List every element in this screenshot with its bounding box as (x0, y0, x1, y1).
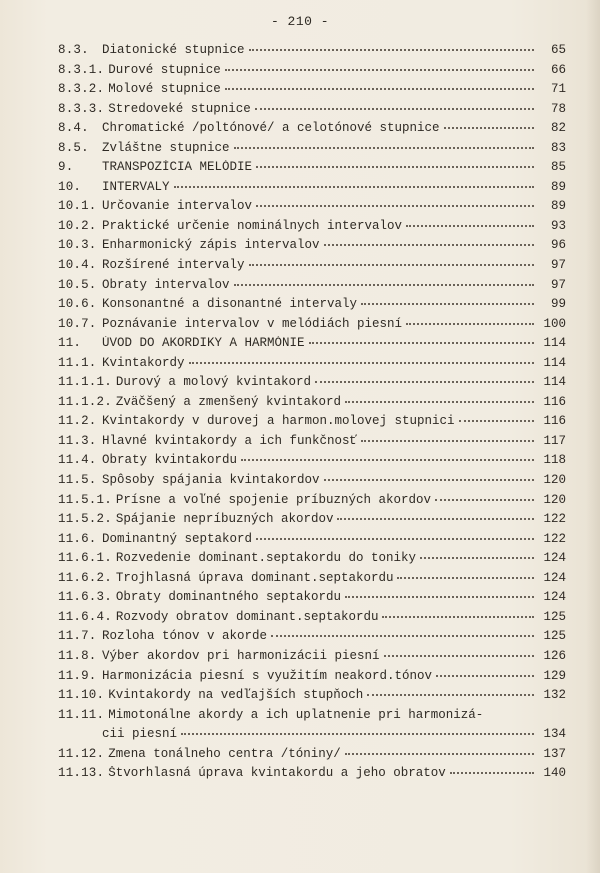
toc-entry-page: 118 (543, 453, 566, 468)
toc-entry (58, 141, 566, 161)
toc-entry (58, 414, 566, 434)
toc-entry (58, 238, 566, 258)
toc-entry (58, 160, 566, 180)
dot-leader (435, 499, 534, 501)
toc-entry (58, 43, 566, 63)
toc-entry-page: 116 (543, 414, 566, 429)
dot-leader (181, 733, 534, 735)
toc-entry (58, 82, 566, 102)
toc-entry-title: ÚVOD DO AKORDIKY A HARMÓNIE (102, 336, 305, 351)
toc-entry-title: Výber akordov pri harmonizácii piesní (102, 648, 380, 663)
toc-entry-number: 11. (58, 336, 82, 351)
toc-entry-page: 132 (543, 688, 566, 703)
dot-leader (255, 108, 534, 110)
toc-entry-page: 122 (543, 512, 566, 527)
toc-entry (58, 512, 566, 532)
dot-leader (225, 69, 534, 71)
dot-leader (382, 616, 534, 618)
toc-entry-page: 65 (550, 43, 566, 57)
toc-entry (58, 297, 566, 317)
dot-leader (256, 205, 534, 207)
toc-entry-title: Durový a molový kvintakord (115, 375, 311, 390)
toc-entry (58, 434, 566, 454)
toc-entry-title: INTERVALY (102, 179, 170, 194)
dot-leader (420, 557, 534, 559)
toc-entry (58, 532, 566, 552)
dot-leader (361, 440, 534, 442)
dot-leader (345, 753, 534, 755)
dot-leader (345, 596, 534, 598)
dot-leader (436, 675, 534, 677)
toc-entry-page: 122 (543, 531, 566, 546)
toc-entry (58, 375, 566, 395)
toc-entry (58, 180, 566, 200)
toc-entry-title: Poznávanie intervalov v melódiách piesní (102, 316, 403, 331)
toc-entry-page: 125 (543, 629, 566, 644)
toc-entry-title: Prísne a voľné spojenie príbuzných akordov (115, 492, 431, 507)
dot-leader (459, 420, 534, 422)
toc-entry-number: 10. (58, 179, 82, 194)
dot-leader (397, 577, 534, 579)
dot-leader (234, 284, 534, 286)
dot-leader (345, 401, 534, 403)
dot-leader (367, 694, 534, 696)
toc-entry-title: Rozloha tónov v akorde (102, 629, 268, 644)
toc-entry-number: 10.4. (58, 258, 97, 273)
toc-entry-number: 11.3. (58, 433, 97, 448)
toc-entry (58, 356, 566, 376)
toc-entry (58, 629, 566, 649)
toc-entry-number: 11.1.2. (58, 394, 112, 409)
toc-entry (58, 453, 566, 473)
toc-entry-title: Obraty intervalov (102, 277, 230, 292)
toc-entry-title: Kvintakordy na vedľajších stupňoch (108, 688, 364, 703)
toc-entry (58, 258, 566, 278)
toc-entry-title: Obraty kvintakordu (102, 453, 238, 468)
toc-entry-number: 11.13. (58, 766, 105, 781)
toc-entry-page: 140 (543, 766, 566, 781)
toc-entry-title: Stredoveké stupnice (108, 101, 251, 116)
toc-entry-page: 120 (543, 473, 566, 488)
toc-entry-number: 11.5.2. (58, 512, 112, 527)
toc-entry-number: 8.5. (58, 140, 89, 155)
dot-leader (315, 381, 534, 383)
table-of-contents (58, 43, 566, 786)
toc-entry (58, 278, 566, 298)
toc-entry-number: 11.12. (58, 746, 105, 761)
toc-entry-number: 11.7. (58, 629, 97, 644)
toc-entry-number: 9. (58, 160, 74, 175)
toc-entry (58, 649, 566, 669)
dot-leader (256, 538, 534, 540)
toc-entry-page: 97 (550, 258, 566, 273)
toc-entry-title: Praktické určenie nominálnych intervalov (102, 218, 403, 233)
dot-leader (324, 244, 534, 246)
dot-leader (384, 655, 534, 657)
toc-entry-title: Určovanie intervalov (102, 199, 253, 214)
toc-entry-title: Spájanie nepríbuzných akordov (115, 512, 334, 527)
toc-entry-page: 116 (543, 394, 566, 409)
dot-leader (361, 303, 534, 305)
toc-entry-number: 11.6.2. (58, 570, 112, 585)
toc-entry (58, 551, 566, 571)
toc-entry-title: Mimotonálne akordy a ich uplatnenie pri harmonizá- (108, 707, 484, 722)
toc-entry (58, 708, 566, 728)
dot-leader (234, 147, 534, 149)
toc-entry-page: 125 (543, 609, 566, 624)
dot-leader (406, 323, 534, 325)
toc-entry-number: 8.3. (58, 43, 89, 57)
toc-entry-number: 8.3.1. (58, 62, 105, 77)
toc-entry (58, 669, 566, 689)
toc-entry-page: 124 (543, 551, 566, 566)
toc-entry-number: 8.4. (58, 121, 89, 136)
toc-entry-number: 10.3. (58, 238, 97, 253)
toc-entry-page: 78 (550, 101, 566, 116)
dot-leader (225, 88, 534, 90)
toc-entry-page: 99 (550, 297, 566, 312)
toc-entry-page: 85 (550, 160, 566, 175)
toc-entry-title: Štvorhlasná úprava kvintakordu a jeho obratov (108, 766, 446, 781)
toc-entry-number: 11.1. (58, 355, 97, 370)
toc-entry-title: Rozšírené intervaly (102, 258, 245, 273)
toc-entry-title: Durové stupnice (108, 62, 221, 77)
toc-entry-page: 82 (550, 121, 566, 136)
toc-entry-number: 10.7. (58, 316, 97, 331)
toc-entry (58, 395, 566, 415)
toc-entry-title: Kvintakordy v durovej a harmon.molovej stupnici (102, 414, 455, 429)
toc-entry-title: Obraty dominantného septakordu (115, 590, 341, 605)
dot-leader (249, 49, 534, 51)
dot-leader (189, 362, 534, 364)
toc-entry-page: 114 (543, 355, 566, 370)
toc-entry-title: Trojhlasná úprava dominant.septakordu (115, 570, 394, 585)
toc-entry-number: 10.1. (58, 199, 97, 214)
dot-leader (249, 264, 534, 266)
toc-entry-page: 89 (550, 179, 566, 194)
toc-entry-title: Chromatické /poltónové/ a celotónové stupnice (102, 121, 440, 136)
toc-entry-title: Konsonantné a disonantné intervaly (102, 297, 358, 312)
toc-entry (58, 571, 566, 591)
toc-entry-page: 137 (543, 746, 566, 761)
toc-entry-number: 10.5. (58, 277, 97, 292)
toc-entry-title: Diatonické stupnice (102, 43, 245, 57)
toc-entry-page: 89 (550, 199, 566, 214)
toc-entry-page: 71 (550, 82, 566, 97)
toc-entry-number: 11.6.1. (58, 551, 112, 566)
toc-entry-page: 93 (550, 218, 566, 233)
toc-entry (58, 727, 566, 747)
toc-entry-number: 11.5. (58, 473, 97, 488)
toc-entry-page: 120 (543, 492, 566, 507)
toc-entry-number: 11.8. (58, 648, 97, 663)
toc-entry-number: 11.10. (58, 688, 105, 703)
page-number: - 210 - (270, 14, 330, 29)
toc-entry-page: 96 (550, 238, 566, 253)
toc-entry-page: 114 (543, 375, 566, 390)
toc-entry (58, 336, 566, 356)
toc-entry (58, 219, 566, 239)
toc-entry-number: 11.6.4. (58, 609, 112, 624)
toc-entry-page: 126 (543, 648, 566, 663)
toc-entry-number: 11.6.3. (58, 590, 112, 605)
toc-entry (58, 473, 566, 493)
dot-leader (406, 225, 534, 227)
toc-entry (58, 63, 566, 83)
dot-leader (450, 772, 534, 774)
toc-entry (58, 747, 566, 767)
dot-leader (309, 342, 534, 344)
page-gutter-shadow (586, 0, 600, 873)
toc-entry-title: Molové stupnice (108, 82, 221, 97)
toc-entry-number: 11.4. (58, 453, 97, 468)
toc-entry-page: 83 (550, 140, 566, 155)
toc-entry-number: 10.6. (58, 297, 97, 312)
toc-entry (58, 493, 566, 513)
toc-entry-number: 11.5.1. (58, 492, 112, 507)
toc-entry-page: 124 (543, 590, 566, 605)
toc-entry (58, 688, 566, 708)
dot-leader (241, 459, 534, 461)
toc-entry-title: Spôsoby spájania kvintakordov (102, 473, 320, 488)
toc-entry-title: Zväčšený a zmenšený kvintakord (115, 394, 341, 409)
toc-entry-page: 129 (543, 668, 566, 683)
toc-entry-number: 10.2. (58, 218, 97, 233)
toc-entry-number: 11.9. (58, 668, 97, 683)
toc-entry-title: Rozvedenie dominant.septakordu do toniky (115, 551, 416, 566)
toc-entry-number: 11.1.1. (58, 375, 112, 390)
toc-entry-title: cii piesní (102, 727, 178, 742)
toc-entry-page: 97 (550, 277, 566, 292)
toc-entry-title: Hlavné kvintakordy a ich funkčnosť (102, 433, 358, 448)
toc-entry-title: Zvláštne stupnice (102, 140, 230, 155)
toc-entry-number: 8.3.3. (58, 101, 105, 116)
toc-entry (58, 102, 566, 122)
toc-entry-page: 114 (543, 336, 566, 351)
toc-entry (58, 610, 566, 630)
toc-entry (58, 317, 566, 337)
toc-entry-page: 134 (543, 727, 566, 742)
dot-leader (256, 166, 534, 168)
toc-entry (58, 590, 566, 610)
toc-entry (58, 766, 566, 786)
dot-leader (174, 186, 534, 188)
dot-leader (271, 635, 534, 637)
toc-entry-title: Kvintakordy (102, 355, 185, 370)
dot-leader (337, 518, 534, 520)
toc-entry-title: Rozvody obratov dominant.septakordu (115, 609, 379, 624)
dot-leader (444, 127, 534, 129)
toc-entry-page: 100 (543, 316, 566, 331)
toc-entry (58, 121, 566, 141)
toc-entry-number: 11.2. (58, 414, 97, 429)
toc-entry-number: 11.11. (58, 707, 105, 722)
toc-entry (58, 199, 566, 219)
toc-entry-title: Enharmonický zápis intervalov (102, 238, 320, 253)
toc-entry-title: TRANSPOZÍCIA MELÓDIE (102, 160, 253, 175)
toc-entry-page: 117 (543, 433, 566, 448)
toc-entry-page: 66 (550, 62, 566, 77)
toc-entry-page: 124 (543, 570, 566, 585)
toc-entry-title: Harmonizácia piesní s využitím neakord.tónov (102, 668, 433, 683)
toc-entry-title: Zmena tonálneho centra /tóniny/ (108, 746, 341, 761)
toc-entry-number: 8.3.2. (58, 82, 105, 97)
toc-entry-title: Dominantný septakord (102, 531, 253, 546)
toc-entry-number: 11.6. (58, 531, 97, 546)
dot-leader (324, 479, 534, 481)
